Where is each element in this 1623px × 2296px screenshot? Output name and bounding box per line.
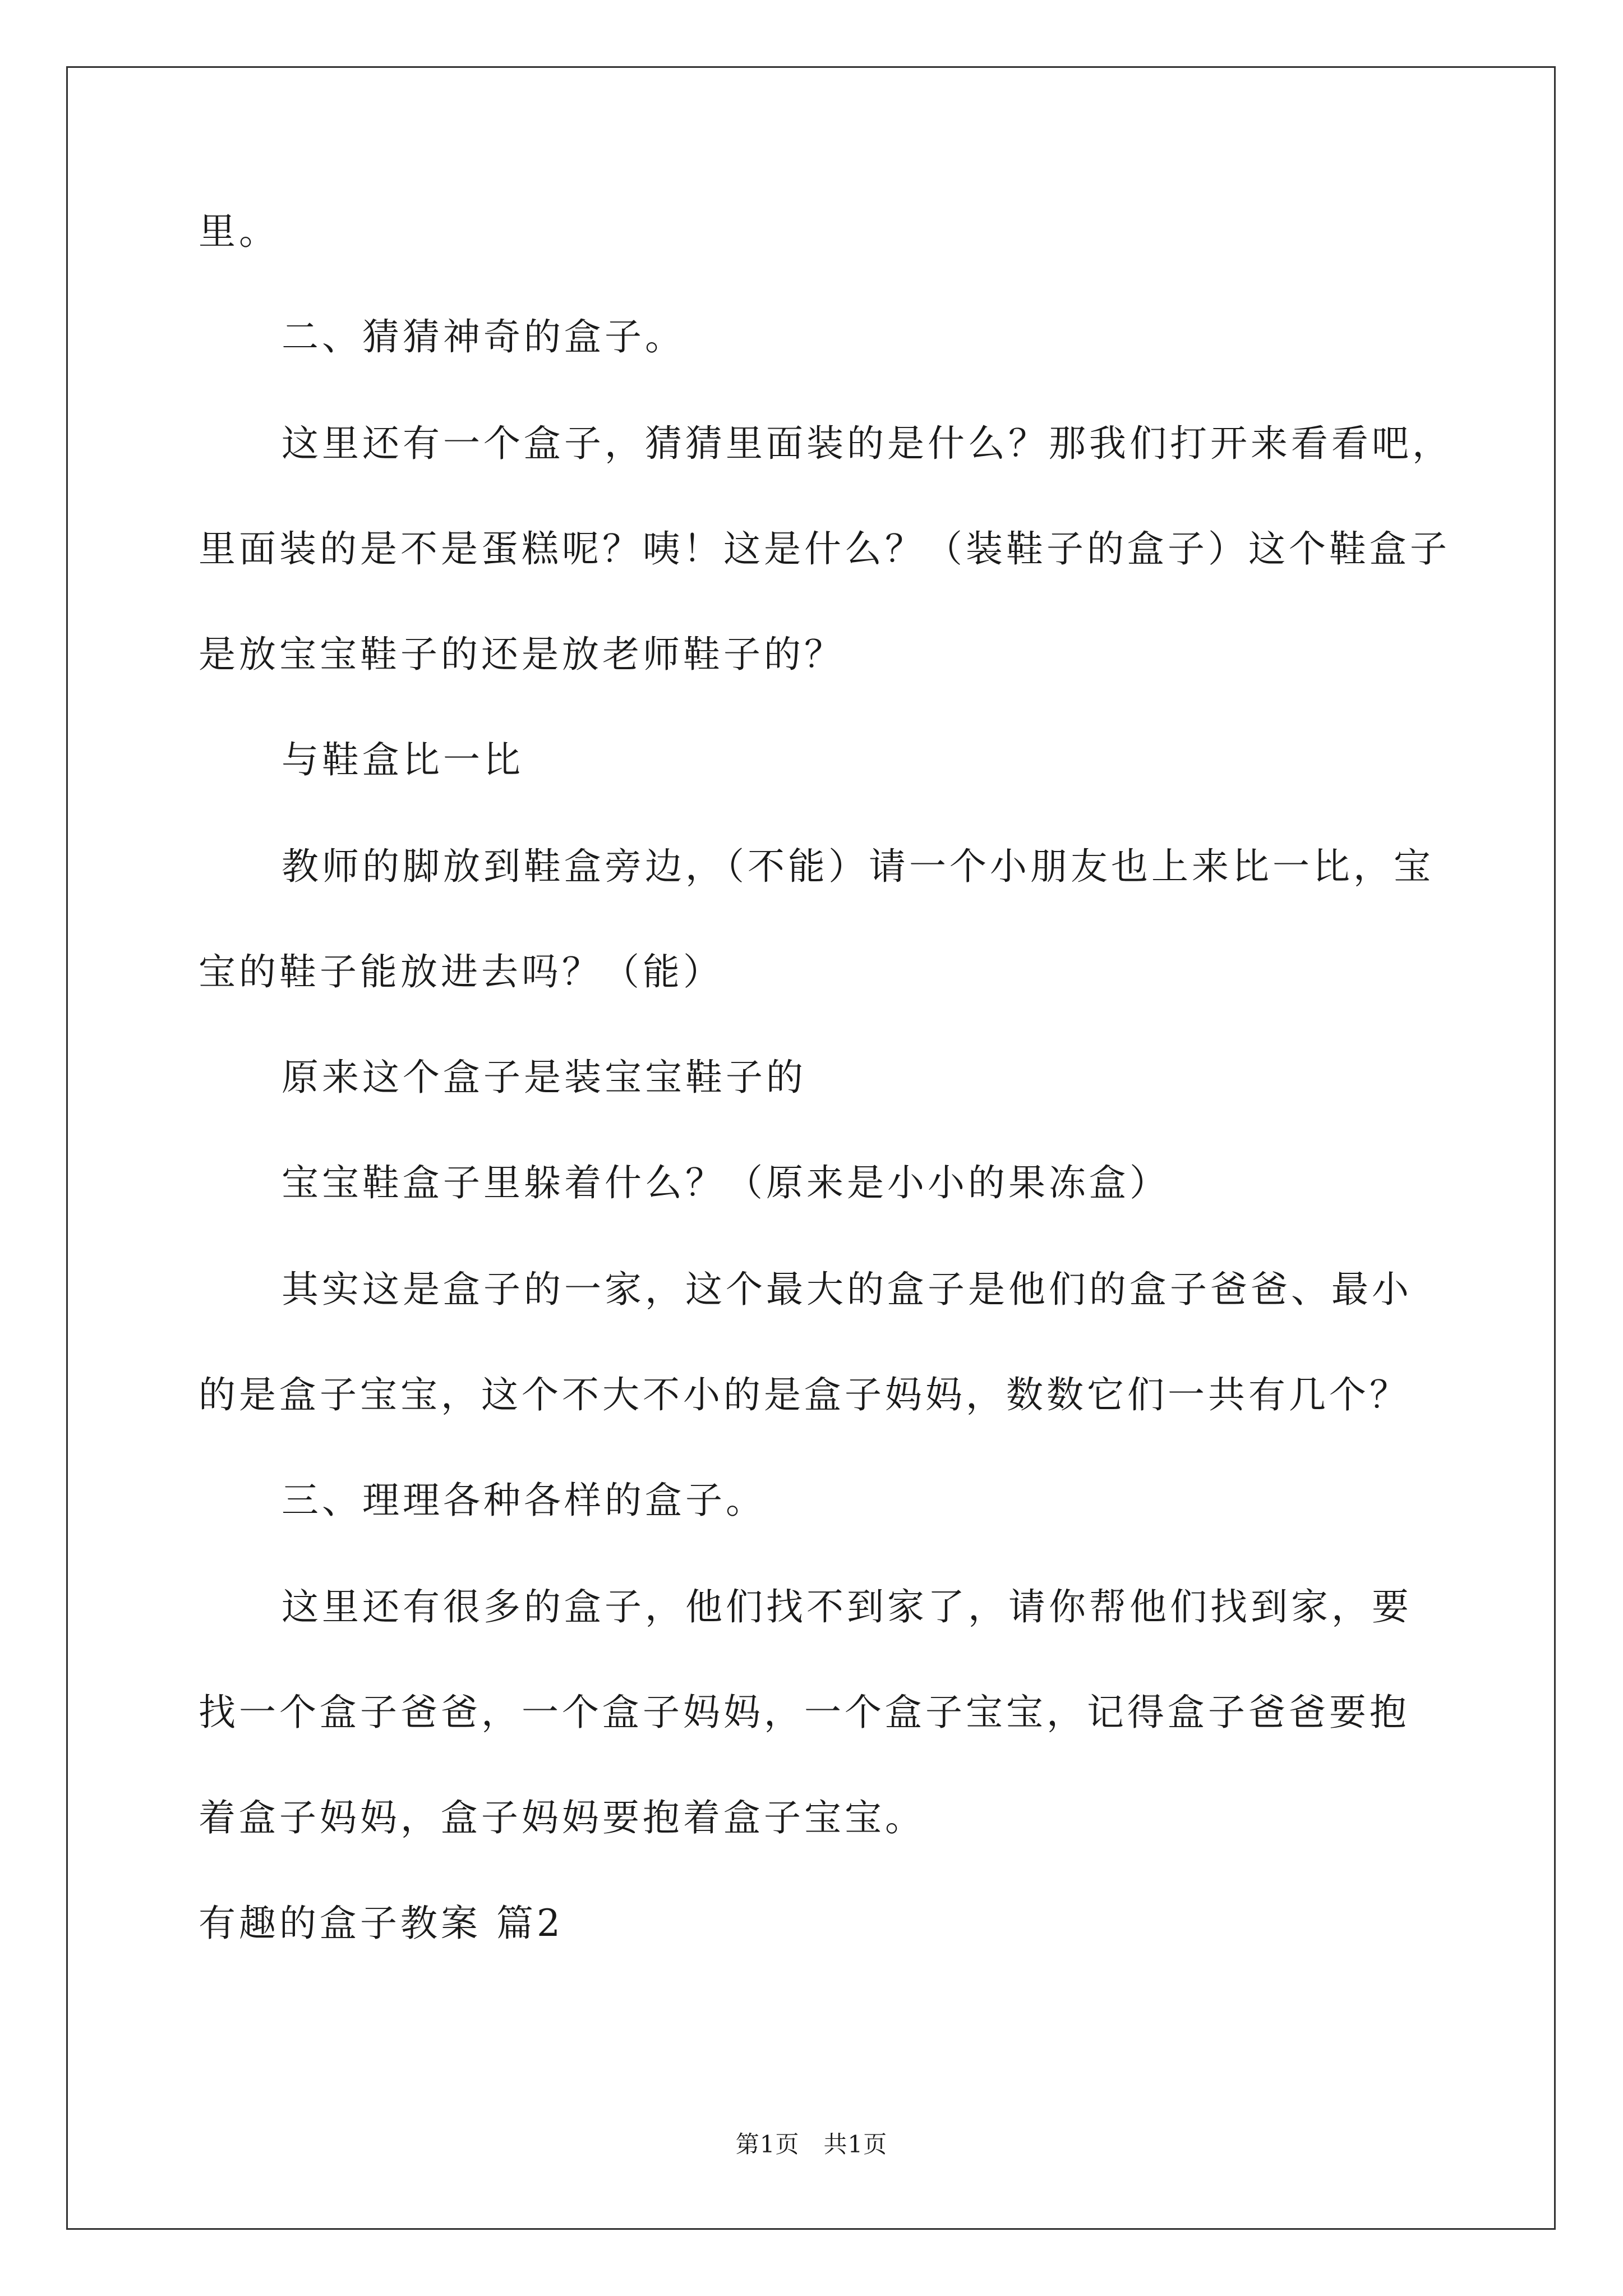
section-heading: 二、猜猜神奇的盒子。 — [282, 315, 685, 358]
text-line: 原来这个盒子是装宝宝鞋子的 — [282, 1056, 806, 1099]
text-line: 里面装的是不是蛋糕呢？咦！这是什么？（装鞋子的盒子）这个鞋盒子 — [199, 527, 1450, 570]
page-footer: 第1页 共1页 — [735, 2131, 888, 2158]
text-line: 是放宝宝鞋子的还是放老师鞋子的？ — [199, 633, 845, 676]
text-line: 与鞋盒比一比 — [282, 738, 524, 781]
text-line: 的是盒子宝宝，这个不大不小的是盒子妈妈，数数它们一共有几个？ — [199, 1373, 1410, 1416]
text-line: 宝宝鞋盒子里躲着什么？（原来是小小的果冻盒） — [282, 1161, 1170, 1204]
text-line: 教师的脚放到鞋盒旁边，（不能）请一个小朋友也上来比一比，宝 — [282, 845, 1434, 888]
text-line: 找一个盒子爸爸，一个盒子妈妈，一个盒子宝宝，记得盒子爸爸要抱 — [199, 1691, 1410, 1734]
text-line: 其实这是盒子的一家，这个最大的盒子是他们的盒子爸爸、最小 — [282, 1268, 1412, 1311]
text-line: 宝的鞋子能放进去吗？（能） — [199, 950, 723, 993]
text-line: 这里还有一个盒子，猜猜里面装的是什么？那我们打开来看看吧， — [282, 422, 1453, 465]
text-line: 这里还有很多的盒子，他们找不到家了，请你帮他们找到家，要 — [282, 1585, 1412, 1628]
section-heading: 三、理理各种各样的盒子。 — [282, 1479, 766, 1522]
document-title: 有趣的盒子教案 篇2 — [199, 1902, 564, 1945]
text-line: 里。 — [199, 210, 279, 253]
text-line: 着盒子妈妈，盒子妈妈要抱着盒子宝宝。 — [199, 1796, 925, 1839]
